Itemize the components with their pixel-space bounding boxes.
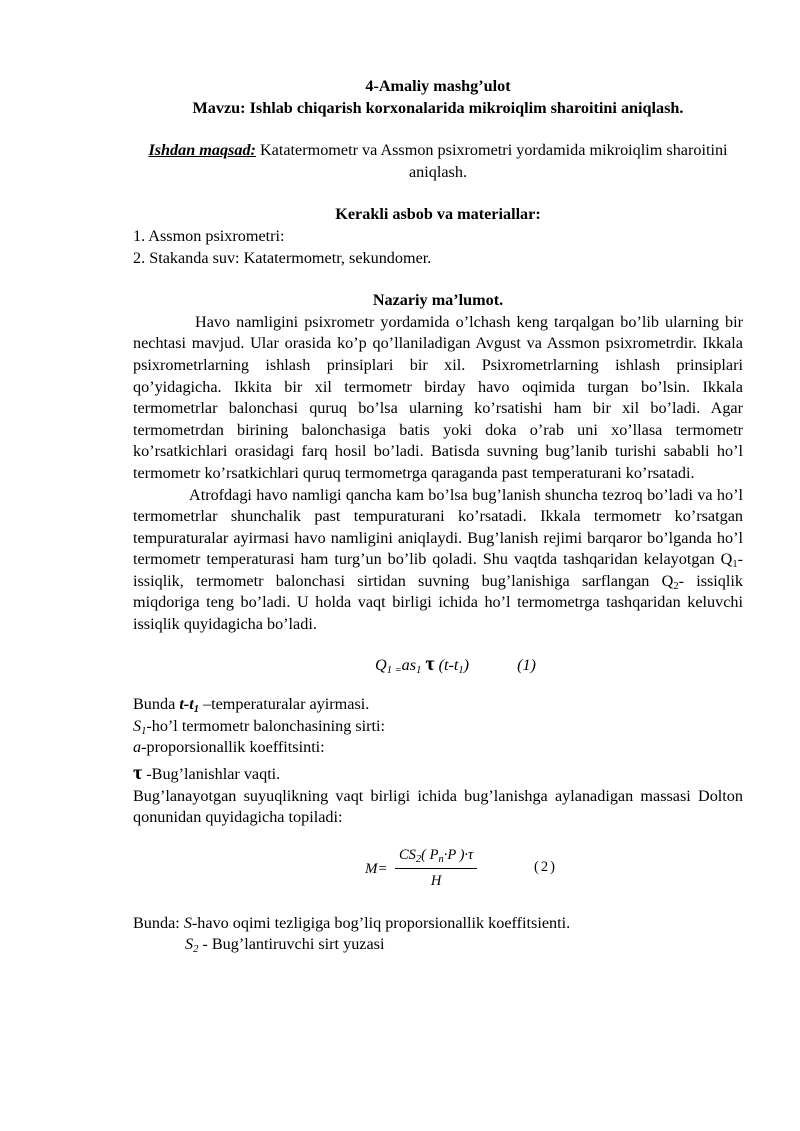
formula-1-lhs-sub: 1 <box>386 664 392 676</box>
definition-1-sub: 1 <box>193 704 199 716</box>
definition-4-text: -Bug’lanishlar vaqti. <box>142 765 281 784</box>
theory-paragraph-2-part-b: - issiqlik, termometr balonchasi sirtidan suvning bug’lanishiga sarflangan Q <box>133 550 743 590</box>
footer-definition-1-symbol: S <box>183 913 192 932</box>
formula-2-numerator-rest2: ·P )·τ <box>443 846 474 863</box>
tau-symbol: τ <box>425 652 435 675</box>
q1-subscript: 1 <box>732 559 738 571</box>
formula-1 <box>133 654 743 677</box>
formula-2-denominator: H <box>430 873 442 890</box>
materials-item-1: 1. Assmon psixrometri: <box>133 226 285 245</box>
footer-definition-1 <box>133 913 743 935</box>
spacer <box>133 183 743 204</box>
footer-definition-2 <box>133 934 743 956</box>
definition-3-text: -proporsionallik koeffitsinti: <box>141 738 325 757</box>
formula-2 <box>133 841 743 899</box>
definition-2-symbol: S <box>133 716 142 735</box>
formula-1-rest: (t-t <box>434 655 459 674</box>
formula-2-numerator-sub2: n <box>438 853 444 865</box>
footer-definition-2-sub: 2 <box>193 944 199 956</box>
document-page <box>133 76 743 956</box>
document-topic: Mavzu: Ishlab chiqarish korxonalarida mikroiqlim sharoitini aniqlash. <box>192 98 684 117</box>
formula-2-fraction <box>395 845 477 893</box>
formula-1-a: as <box>401 655 417 674</box>
definition-2-text: -ho’l termometr balonchasining sirti: <box>146 716 386 735</box>
definition-1 <box>133 694 743 716</box>
materials-heading: Kerakli asbob va materiallar: <box>335 205 541 224</box>
definition-2-sub: 1 <box>141 725 147 737</box>
formula-2-numerator-rest: ( P <box>421 846 439 863</box>
spacer <box>133 119 743 140</box>
footer-definition-2-text: - Bug’lantiruvchi sirt yuzasi <box>198 935 385 954</box>
formula-1-rest-sub: 1 <box>458 664 464 676</box>
definition-3 <box>133 737 743 759</box>
definition-3-symbol: a <box>133 738 142 757</box>
theory-heading: Nazariy ma’lumot. <box>372 291 504 310</box>
formula-2-numerator-sub: 2 <box>415 853 422 865</box>
formula-2-number: (2) <box>534 858 557 875</box>
formula-1-eq: = <box>391 664 402 676</box>
theory-paragraph-2 <box>133 485 743 636</box>
theory-paragraph-2-part-a: Atrofdagi havo namligi qancha kam bo’lsa bug’lanish shuncha tezroq bo’ladi va ho’l termometrlar shunchalik past tempuraturani ko’rsatadi. Ikkala termometr ko’rsatgan tempuraturalar ayirmasi havo namligini aniqlaydi. Bug’lanish rejimi barqaror bo’lganda ho’l termometr temperaturasi ham turg’un bo’lib qoladi. Shu vaqtda tashqaridan kelayotgan Q <box>133 485 743 569</box>
materials-item-2: 2. Stakanda suv: Katatermometr, sekundomer. <box>133 248 432 267</box>
goal-paragraph <box>133 140 743 183</box>
goal-label: Ishdan maqsad: <box>148 141 256 160</box>
spacer <box>133 269 743 290</box>
q2-subscript: 2 <box>673 580 679 592</box>
theory-paragraph-1: Havo namligini psixrometr yordamida o’lchash keng tarqalgan bo’lib ularning bir nechtasi mavjud. Ular orasida ko’p qo’llaniladigan Avgust va Assmon psixrometrdir. Ikkala psixrometrlarning ishlash prinsiplari bir xil. Psixrometrlarning ishlash prinsiplari qo’yidagicha. Ikkita bir xil termometr birday havo oqimida turgan bo’lsin. Ikkala termometrlar balonchasi quruq bo’lsa ularning ko’rsatishi ham bir xil bo’ladi. Agar termometrdan birining balonchasiga batis yoki doka o’rab uni xo’llasa termometr ko’rsatkichlari orasidagi farq hosil bo’ladi. Batisda suvning bug’lanib turishi sababli ho’l termometr ko’rsatkichlari quruq termometrga qaraganda past temperaturani ko’rsatadi. <box>133 312 743 482</box>
formula-1-number: (1) <box>517 655 536 674</box>
formula-2-numerator <box>395 845 477 870</box>
formula-2-lhs: M= <box>365 860 388 877</box>
formula-1-close: ) <box>463 655 470 674</box>
mass-paragraph: Bug’lanayotgan suyuqlikning vaqt birligi ichida bug’lanishga aylanadigan massasi Dolton qonunidan quyidagicha topiladi: <box>133 786 743 827</box>
tau-symbol: τ <box>133 762 143 785</box>
formula-1-lhs: Q <box>375 655 387 674</box>
footer-definition-2-symbol: S <box>185 935 194 954</box>
definition-4 <box>133 763 743 786</box>
definition-2 <box>133 716 743 738</box>
goal-text: Katatermometr va Assmon psixrometri yordamida mikroiqlim sharoitini aniqlash. <box>255 141 728 181</box>
formula-2-numerator-cs: CS <box>399 846 416 863</box>
definition-1-prefix: Bunda <box>133 695 180 714</box>
definition-1-text: –temperaturalar ayirmasi. <box>198 695 370 714</box>
theory-paragraph-2-part-c: - issiqlik miqdoriga teng bo’ladi. U holda vaqt birligi ichida ho’l termometrga tashqaridan keluvchi issiqlik quyidagicha bo’ladi. <box>133 571 743 634</box>
document-title: 4-Amaliy mashg’ulot <box>365 77 511 95</box>
footer-definition-1-prefix: Bunda: <box>133 913 184 932</box>
formula-1-a-sub: 1 <box>416 664 422 676</box>
footer-definition-1-text: -havo oqimi tezligiga bog’liq proporsionallik koeffitsienti. <box>191 913 571 932</box>
definition-1-symbol: t-t <box>179 695 194 714</box>
